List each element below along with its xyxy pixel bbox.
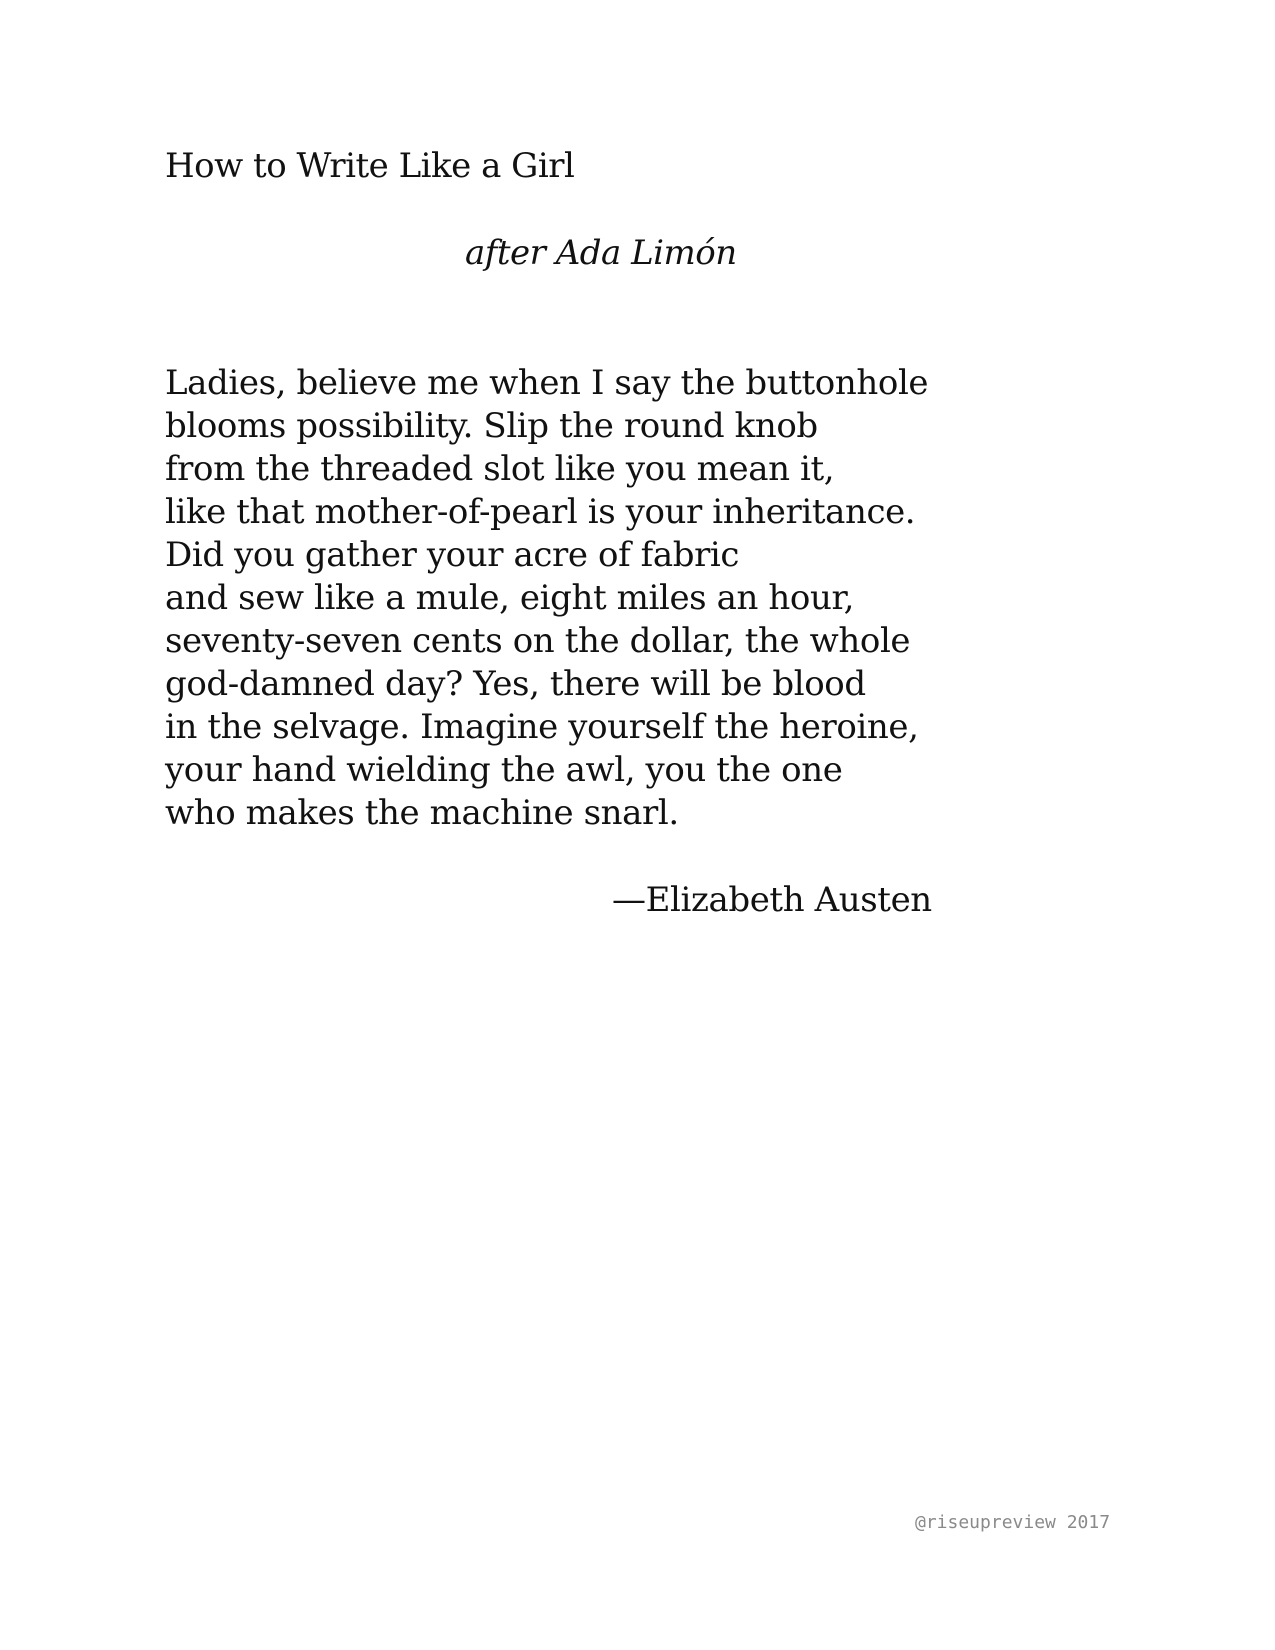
poem-attribution: —Elizabeth Austen	[612, 880, 932, 920]
poem-line: like that mother-of-pearl is your inheritance.	[165, 492, 916, 532]
poem-body	[165, 362, 928, 835]
poem-line: Did you gather your acre of fabric	[165, 535, 740, 575]
poem-title: How to Write Like a Girl	[165, 146, 575, 186]
poem-line: your hand wielding the awl, you the one	[165, 750, 843, 790]
poem-epigraph: after Ada Limón	[465, 233, 737, 273]
poem-line: in the selvage. Imagine yourself the heroine,	[165, 707, 919, 747]
poem-line: and sew like a mule, eight miles an hour,	[165, 578, 854, 618]
poem-line: from the threaded slot like you mean it,	[165, 449, 835, 489]
poem-line: blooms possibility. Slip the round knob	[165, 406, 818, 446]
poem-line: god-damned day? Yes, there will be blood	[165, 664, 866, 704]
poem-line: Ladies, believe me when I say the buttonhole	[165, 363, 929, 403]
poem-line: seventy-seven cents on the dollar, the whole	[165, 621, 911, 661]
footer-credit: @riseupreview 2017	[915, 1512, 1111, 1533]
poem-line: who makes the machine snarl.	[165, 793, 679, 833]
